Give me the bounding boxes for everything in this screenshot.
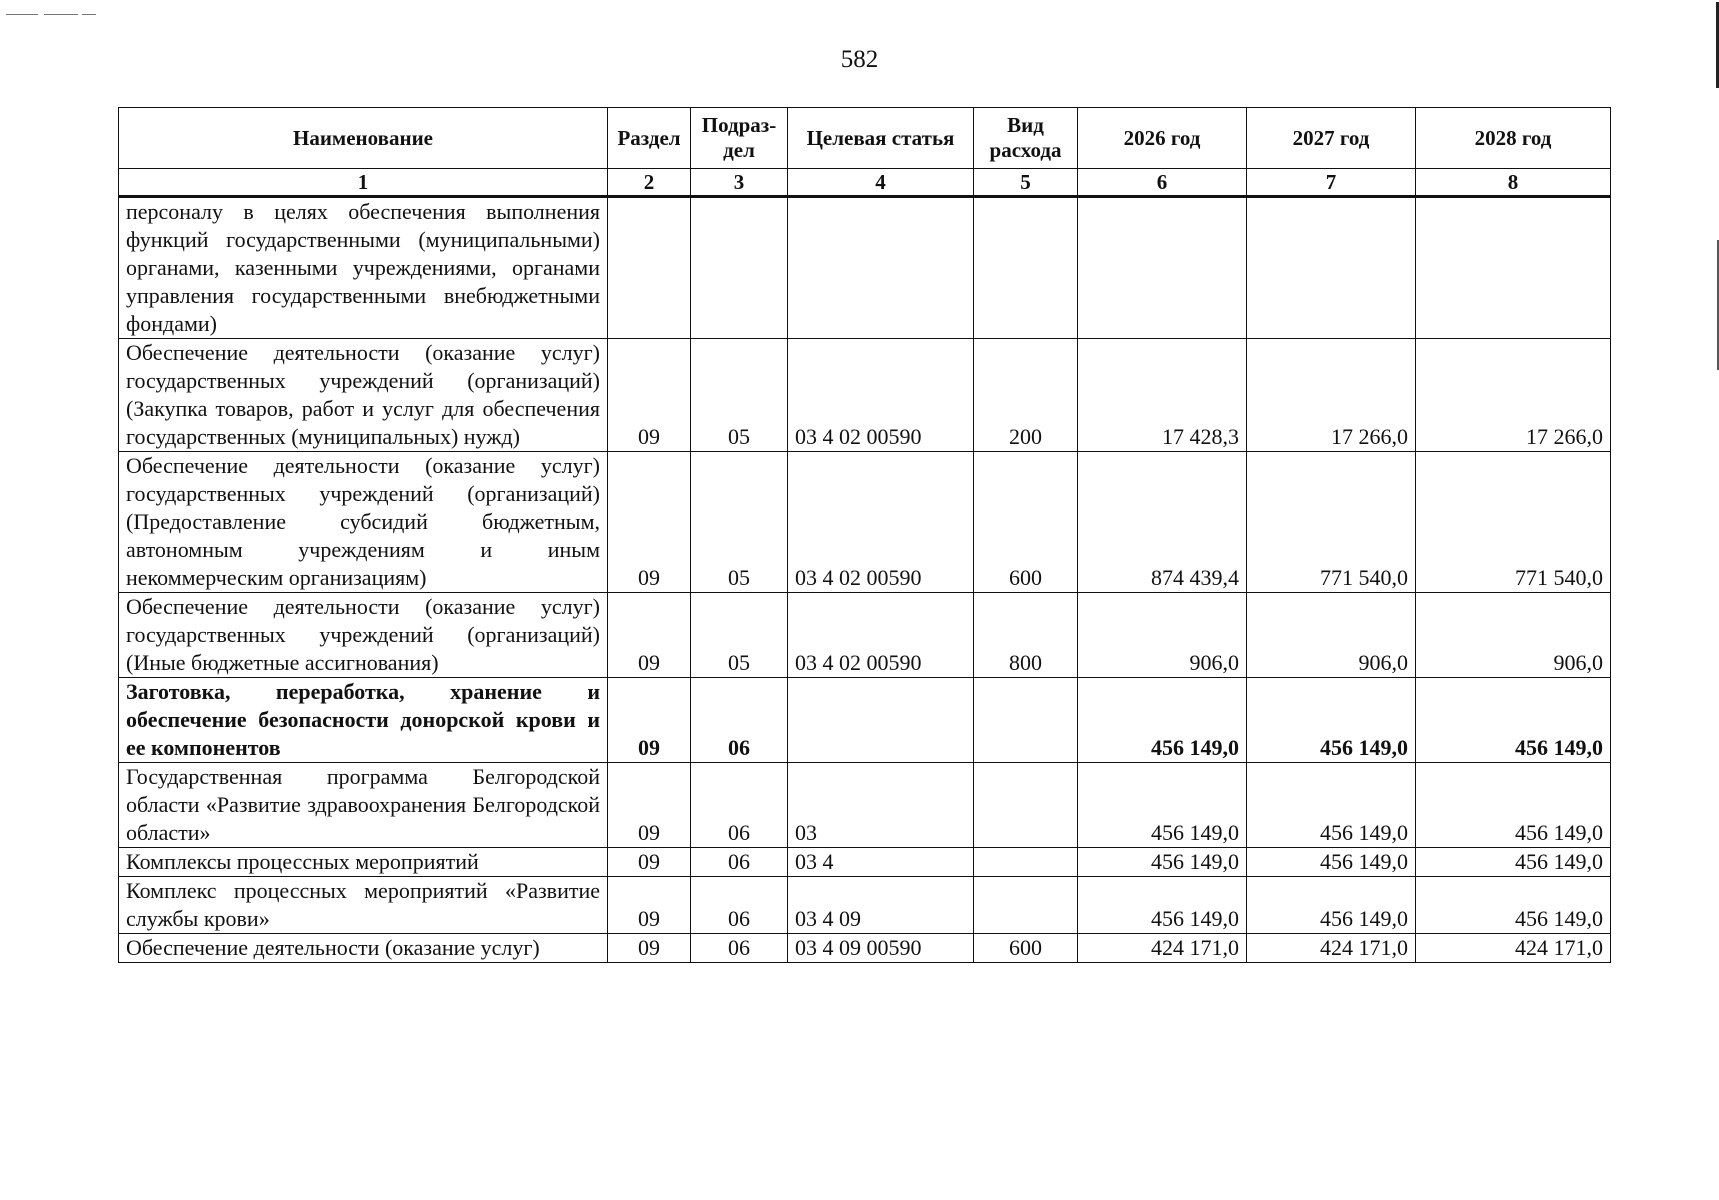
row-2028: 906,0 (1416, 593, 1611, 678)
row-name: Обеспечение деятельности (оказание услуг) государственных учреждений (организаций) (Закупка товаров, работ и услуг для обеспечения государственных (муниципальных) нужд) (119, 339, 608, 452)
column-number: 1 (119, 169, 608, 197)
column-number: 2 (608, 169, 691, 197)
row-2027: 456 149,0 (1247, 678, 1416, 763)
table-header-row (119, 108, 1611, 169)
header-2028: 2028 год (1416, 108, 1611, 169)
row-celevaya-statya: 03 4 02 00590 (788, 339, 974, 452)
scan-artifact-dash (44, 14, 78, 15)
table-row (119, 848, 1611, 877)
row-vid-rashoda (974, 197, 1078, 339)
row-2026: 456 149,0 (1078, 678, 1247, 763)
row-celevaya-statya (788, 197, 974, 339)
row-2026 (1078, 197, 1247, 339)
row-podrazdel (691, 197, 788, 339)
header-vid-rashoda: Вид расхода (974, 108, 1078, 169)
table-row (119, 197, 1611, 339)
header-celevaya-statya: Целевая статья (788, 108, 974, 169)
scan-artifact-dash (6, 14, 38, 15)
row-name: Комплексы процессных мероприятий (119, 848, 608, 877)
table-row (119, 593, 1611, 678)
row-2028: 17 266,0 (1416, 339, 1611, 452)
row-celevaya-statya (788, 678, 974, 763)
row-vid-rashoda (974, 678, 1078, 763)
row-podrazdel: 05 (691, 339, 788, 452)
row-vid-rashoda (974, 763, 1078, 848)
row-celevaya-statya: 03 (788, 763, 974, 848)
row-2027: 456 149,0 (1247, 763, 1416, 848)
row-2027: 906,0 (1247, 593, 1416, 678)
row-2027: 17 266,0 (1247, 339, 1416, 452)
row-razdel: 09 (608, 678, 691, 763)
row-2026: 906,0 (1078, 593, 1247, 678)
column-numbers-row (119, 169, 1611, 197)
row-razdel: 09 (608, 593, 691, 678)
row-2028: 456 149,0 (1416, 877, 1611, 934)
row-vid-rashoda: 600 (974, 934, 1078, 963)
row-vid-rashoda: 600 (974, 452, 1078, 593)
header-name: Наименование (119, 108, 608, 169)
row-2028: 456 149,0 (1416, 678, 1611, 763)
row-2026: 17 428,3 (1078, 339, 1247, 452)
row-razdel: 09 (608, 339, 691, 452)
column-number: 7 (1247, 169, 1416, 197)
row-2028: 424 171,0 (1416, 934, 1611, 963)
row-name: Государственная программа Белгородской области «Развитие здравоохранения Белгородской области» (119, 763, 608, 848)
row-name: Заготовка, переработка, хранение и обеспечение безопасности донорской крови и ее компонентов (119, 678, 608, 763)
row-name: Комплекс процессных мероприятий «Развитие службы крови» (119, 877, 608, 934)
column-number: 4 (788, 169, 974, 197)
row-podrazdel: 06 (691, 678, 788, 763)
page-number: 582 (840, 46, 879, 73)
row-2026: 456 149,0 (1078, 848, 1247, 877)
table-row (119, 877, 1611, 934)
row-2027: 424 171,0 (1247, 934, 1416, 963)
row-razdel: 09 (608, 934, 691, 963)
scan-artifact-dash (82, 14, 96, 15)
row-podrazdel: 06 (691, 934, 788, 963)
row-podrazdel: 06 (691, 848, 788, 877)
row-2026: 874 439,4 (1078, 452, 1247, 593)
table-row (119, 339, 1611, 452)
row-name: Обеспечение деятельности (оказание услуг) государственных учреждений (организаций) (Иные бюджетные ассигнования) (119, 593, 608, 678)
header-2027: 2027 год (1247, 108, 1416, 169)
row-celevaya-statya: 03 4 02 00590 (788, 452, 974, 593)
table-row (119, 934, 1611, 963)
row-razdel: 09 (608, 452, 691, 593)
row-2028 (1416, 197, 1611, 339)
row-2028: 771 540,0 (1416, 452, 1611, 593)
column-number: 3 (691, 169, 788, 197)
row-podrazdel: 05 (691, 452, 788, 593)
column-number: 5 (974, 169, 1078, 197)
row-2027: 771 540,0 (1247, 452, 1416, 593)
header-2026: 2026 год (1078, 108, 1247, 169)
row-vid-rashoda (974, 877, 1078, 934)
header-razdel: Раздел (608, 108, 691, 169)
row-razdel (608, 197, 691, 339)
budget-table (118, 107, 1611, 963)
table-row (119, 763, 1611, 848)
row-celevaya-statya: 03 4 09 00590 (788, 934, 974, 963)
row-name: Обеспечение деятельности (оказание услуг) государственных учреждений (организаций) (Предоставление субсидий бюджетным, автономным учреждениям и иным некоммерческим организациям) (119, 452, 608, 593)
table-row (119, 452, 1611, 593)
row-2026: 456 149,0 (1078, 763, 1247, 848)
column-number: 6 (1078, 169, 1247, 197)
row-2026: 456 149,0 (1078, 877, 1247, 934)
row-2028: 456 149,0 (1416, 848, 1611, 877)
row-2028: 456 149,0 (1416, 763, 1611, 848)
row-vid-rashoda: 800 (974, 593, 1078, 678)
row-name: Обеспечение деятельности (оказание услуг) (119, 934, 608, 963)
row-celevaya-statya: 03 4 02 00590 (788, 593, 974, 678)
column-number: 8 (1416, 169, 1611, 197)
header-podrazdel: Подраз-дел (691, 108, 788, 169)
row-celevaya-statya: 03 4 (788, 848, 974, 877)
table-row-section-heading (119, 678, 1611, 763)
row-podrazdel: 06 (691, 763, 788, 848)
row-podrazdel: 05 (691, 593, 788, 678)
row-2027: 456 149,0 (1247, 848, 1416, 877)
row-celevaya-statya: 03 4 09 (788, 877, 974, 934)
row-podrazdel: 06 (691, 877, 788, 934)
row-2027 (1247, 197, 1416, 339)
row-2026: 424 171,0 (1078, 934, 1247, 963)
row-vid-rashoda: 200 (974, 339, 1078, 452)
row-vid-rashoda (974, 848, 1078, 877)
row-2027: 456 149,0 (1247, 877, 1416, 934)
row-razdel: 09 (608, 848, 691, 877)
row-razdel: 09 (608, 877, 691, 934)
row-name: персоналу в целях обеспечения выполнения функций государственными (муниципальными) органами, казенными учреждениями, органами управления государственными внебюджетными фондами) (119, 197, 608, 339)
row-razdel: 09 (608, 763, 691, 848)
